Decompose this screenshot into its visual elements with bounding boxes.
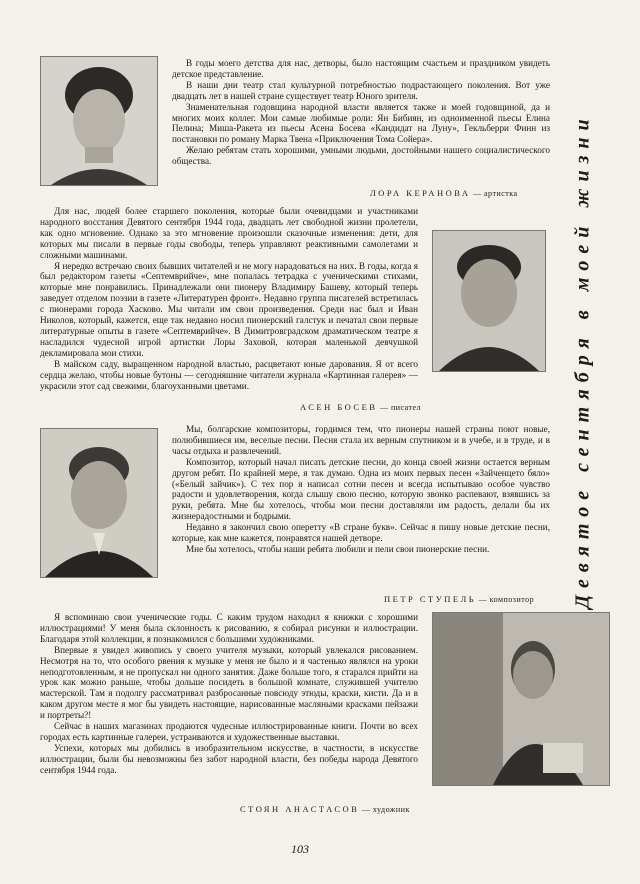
signature-keranova [370,188,518,198]
signature-stupel [384,594,534,604]
paragraph: Для нас, людей более старшего поколения, которые были очевидцами и участниками народного восстания Девятого сентября 1944 года, двадцать лет свободной жизни пролетели, как одно мгновение. Однако за это мгновение произошли сказочные изменения: дети, для которых мы писали в первые годы свободы, теперь управляют реактивными самолетами и сложными машинами. [40,206,418,260]
page-number: 103 [291,842,309,856]
portrait-photo-lora-keranova [40,56,158,186]
paragraph: Мы, болгарские композиторы, гордимся тем, что пионеры нашей страны поют новые, полюбившиеся им, веселые песни. Песня стала их верным спутником и в учебе, и в труде, и в часы отдыха и развлечений. [172,424,550,456]
article-text-keranova [172,58,550,167]
paragraph: Недавно я закончил свою оперетту «В стране букв». Сейчас я пишу новые детские песни, которые, как мне кажется, понравятся нашей детворе. [172,522,550,544]
author-name: ЛОРА КЕРАНОВА [370,188,471,198]
signature-bosev [300,402,421,412]
paragraph: В наши дни театр стал культурной потребностью подрастающего поколения. Вот уже двадцать лет в нашей стране существует театр Юного зрителя. [172,79,550,101]
article-text-bosev [40,206,418,391]
portrait-photo-asen-bosev [432,230,546,372]
paragraph: Композитор, который начал писать детские песни, до конца своей жизни остается верным другом ребят. По крайней мере, я так думаю. Одна из моих первых песен «Зайченцето бяло» («Белый зайчик»). С тех пор я написал сотни песен и всегда испытываю особое чувство радости и удовлетворения, когда слышу свою песню, которую звонко распевают, взявшись за руки, ребята. Мне бы хотелось, чтобы мои песни доставляли им радость, делали бы их жизнерадостными и бодрыми. [172,456,550,522]
article-text-stupel [172,424,550,555]
paragraph: Желаю ребятам стать хорошими, умными людьми, достойными нашего социалистического общества. [172,145,550,167]
author-name: АСЕН БОСЕВ [300,402,378,412]
signature-anastasov [240,804,410,814]
paragraph: Успехи, которых мы добились в изобразительном искусстве, в частности, в искусстве иллюстрации, были бы невозможны без забот народной власти, без победы народа Девятого сентября 1944 года. [40,742,418,775]
vertical-heading [558,40,608,680]
author-role: — артистка [473,189,518,198]
paragraph: Я нередко встречаю своих бывших читателей и не могу нарадоваться на них. В годы, когда я был редактором газеты «Септемврийче», мне попалась тетрадка с ученическими стихами, которые мне понравились. Принадлежали они пионеру Владимиру Башеву, который теперь заведует отделом поэзии в газете «Литературен фронт». Недавно группа писателей встретилась с пионерами города Хасково. Мы читали им свои произведения. Среди нас был и Иван Николов, который, кажется, еще так недавно носил пионерский галстук и печатал свои первые литературные опыты в газете «Септемврийче». В Димитровградском драматическом театре я насладился чудесной игрой артистки Лоры Заховой, которая маленькой девчушкой декламировала мои стихи. [40,260,418,358]
author-role: — художник [361,805,410,814]
paragraph: Я вспоминаю свои ученические годы. С каким трудом находил я книжки с хорошими иллюстрациями! У меня была склонность к рисованию, я собирал рисунки и иллюстрации. Благодаря этой коллекции, я познакомился с большими художниками. [40,612,418,644]
author-role: — писател [379,403,422,412]
paragraph: Впервые я увидел живопись у своего учителя музыки, который увлекался рисованием. Несмотря на то, что особого рвения к музыке у меня не было и я частенько являлся на уроки неподготовленным, я не пропускал ни одного занятия. Даже больше того, я старался прийти на урок как можно раньше, чтобы дольше посидеть в большой комнате, служившей учителю мастерской. Там я подолгу рассматривал разбросанные повсюду этюды, краски, кисти. Да и в каком другом месте я мог бы увидеть настоящие, нарисованные масляными красками пейзажи и портреты?! [40,644,418,721]
author-name: СТОЯН АНАСТАСОВ [240,804,360,814]
paragraph: Сейчас в наших магазинах продаются чудесные иллюстрированные книги. Почти во всех городах есть картинные галереи, устраиваются и художественные выставки. [40,721,418,742]
paragraph: В майском саду, выращенном народной властью, расцветают юные дарования. Я от всего сердца желаю, чтобы новые бутоны — сегодняшние читатели журнала «Картинная галерея» — украсили этот сад свежими, благоуханными цветами. [40,358,418,391]
paragraph: В годы моего детства для нас, детворы, было настоящим счастьем и праздником увидеть детское представление. [172,58,550,79]
author-role: — композитор [478,595,535,604]
article-text-anastasov [40,612,418,776]
paragraph: Знаменательная годовщина народной власти является также и моей годовщиной, да и многих моих коллег. Мои самые любимые роли: Ян Бибиян, из одноименной пьесы Елина Пелина; Миша-Ракета из пьесы Асена Босева «Кандидат на Луну», Гекльберри Финн из постановки по роману Марка Твена «Приключения Тома Сойера». [172,101,550,145]
paragraph: Мне бы хотелось, чтобы наши ребята любили и пели свои пионерские песни. [186,543,490,554]
portrait-photo-petr-stupel [40,428,158,578]
author-name: ПЕТР СТУПЕЛЬ [384,594,477,604]
vertical-title: Девятое сентября в моей жизни [571,111,594,609]
